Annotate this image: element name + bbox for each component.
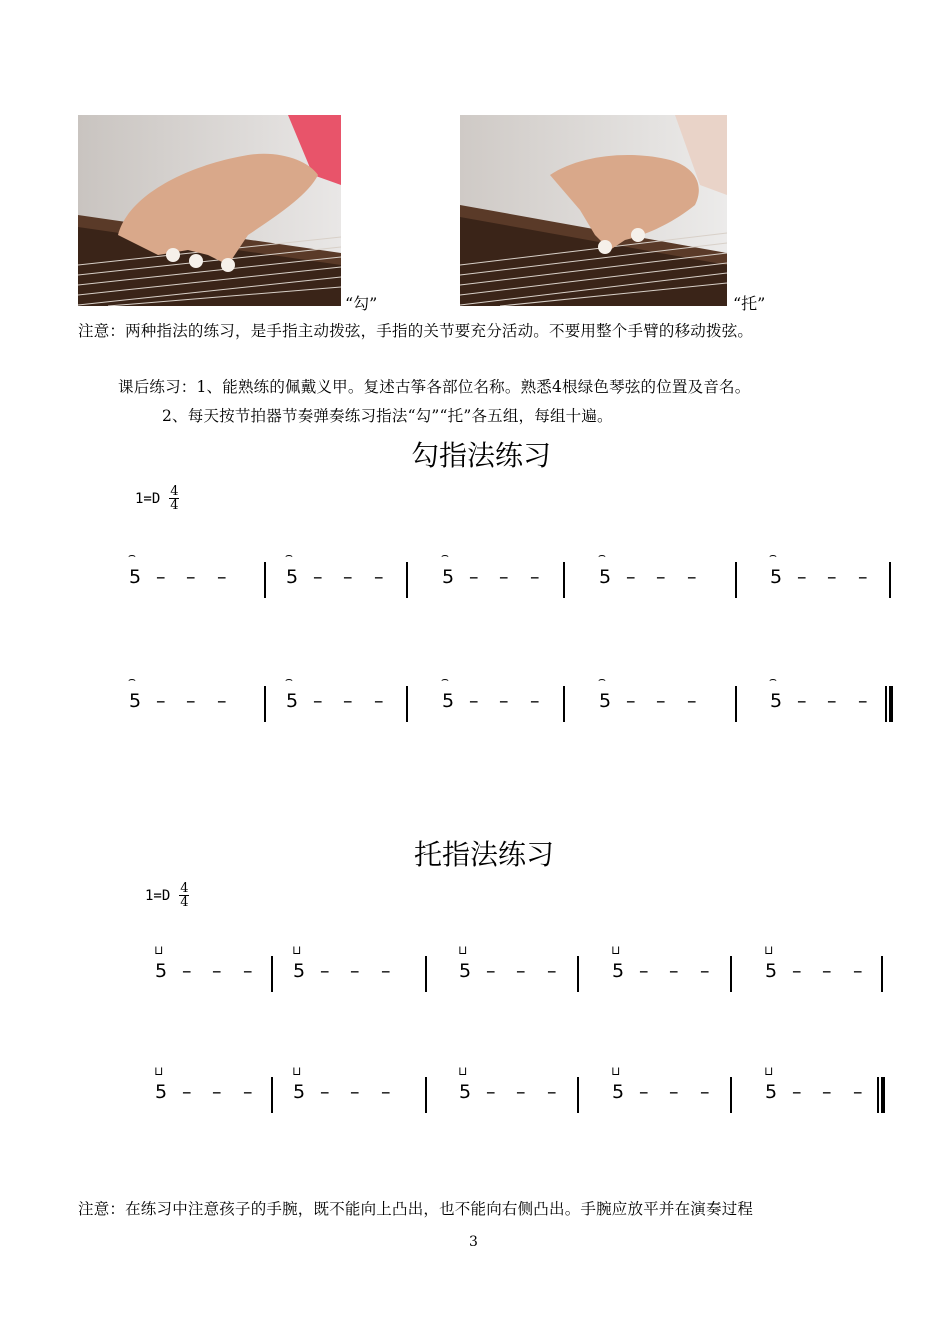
bar-line: [271, 956, 273, 992]
dash-sustain: –: [217, 566, 227, 588]
fingering-mark: ⊔: [154, 1064, 164, 1078]
dash-sustain: –: [381, 960, 391, 982]
fingering-mark: ⊔: [292, 943, 302, 957]
caption-tuo: “托”: [733, 294, 766, 313]
note-5: 5: [765, 1081, 778, 1103]
bar-line: [577, 1077, 579, 1113]
bar-line: [264, 686, 266, 722]
dash-sustain: –: [156, 690, 166, 712]
dash-sustain: –: [669, 1081, 679, 1103]
fingering-mark: ⌢: [598, 672, 606, 686]
dash-sustain: –: [853, 1081, 863, 1103]
dash-sustain: –: [499, 690, 509, 712]
time-top: 4: [170, 484, 179, 499]
dash-sustain: –: [687, 566, 697, 588]
note-5: 5: [293, 1081, 306, 1103]
time-signature: [169, 485, 179, 512]
key-label: 1=D: [145, 888, 171, 904]
photo-gou-fingering: [78, 115, 341, 306]
dash-sustain: –: [486, 1081, 496, 1103]
fingering-mark: ⌢: [769, 548, 777, 562]
fingering-mark: ⌢: [769, 672, 777, 686]
homework-line-1: 课后练习：1、能熟练的佩戴义甲。复述古筝各部位名称。熟悉4根绿色琴弦的位置及音名。: [118, 378, 751, 396]
fingering-mark: ⌢: [441, 672, 449, 686]
page-number: 3: [469, 1234, 478, 1250]
fingering-mark: ⊔: [611, 943, 621, 957]
fingering-mark: ⌢: [441, 548, 449, 562]
dash-sustain: –: [639, 960, 649, 982]
bar-line: [889, 686, 893, 722]
dash-sustain: –: [700, 960, 710, 982]
exercise-2-title: 托指法练习: [414, 838, 555, 871]
dash-sustain: –: [656, 690, 666, 712]
exercise-2-key-signature: [145, 882, 189, 909]
bar-line: [885, 686, 887, 722]
dash-sustain: –: [350, 960, 360, 982]
dash-sustain: –: [499, 566, 509, 588]
exercise-1-title: 勾指法练习: [411, 439, 552, 472]
dash-sustain: –: [156, 566, 166, 588]
caption-gou: “勾”: [345, 294, 378, 313]
fingering-mark: ⊔: [458, 1064, 468, 1078]
dash-sustain: –: [827, 690, 837, 712]
bar-line: [577, 956, 579, 992]
note-5: 5: [129, 690, 142, 712]
dash-sustain: –: [469, 690, 479, 712]
dash-sustain: –: [186, 690, 196, 712]
exercise-1-key-signature: [135, 485, 179, 512]
bar-line: [406, 686, 408, 722]
bar-line: [877, 1077, 879, 1113]
bar-line: [735, 562, 737, 598]
dash-sustain: –: [626, 566, 636, 588]
dash-sustain: –: [656, 566, 666, 588]
dash-sustain: –: [350, 1081, 360, 1103]
homework-line-2: 2、每天按节拍器节奏弹奏练习指法“勾”“托”各五组，每组十遍。: [162, 407, 613, 425]
fingering-mark: ⊔: [764, 943, 774, 957]
dash-sustain: –: [797, 566, 807, 588]
dash-sustain: –: [343, 566, 353, 588]
dash-sustain: –: [797, 690, 807, 712]
time-top: 4: [180, 881, 189, 896]
note-5: 5: [293, 960, 306, 982]
note-5: 5: [459, 960, 472, 982]
dash-sustain: –: [530, 566, 540, 588]
note-5: 5: [286, 690, 299, 712]
dash-sustain: –: [547, 1081, 557, 1103]
note-5: 5: [765, 960, 778, 982]
bar-line: [563, 562, 565, 598]
bar-line: [406, 562, 408, 598]
note-5: 5: [129, 566, 142, 588]
fingering-mark: ⌢: [285, 548, 293, 562]
dash-sustain: –: [343, 690, 353, 712]
dash-sustain: –: [792, 960, 802, 982]
dash-sustain: –: [516, 1081, 526, 1103]
fingering-mark: ⊔: [764, 1064, 774, 1078]
note-fingering: 注意：两种指法的练习，是手指主动拨弦，手指的关节要充分活动。不要用整个手臂的移动拨弦。: [78, 322, 754, 340]
fingering-mark: ⊔: [458, 943, 468, 957]
dash-sustain: –: [700, 1081, 710, 1103]
bar-line: [889, 562, 891, 598]
bar-line: [730, 956, 732, 992]
dash-sustain: –: [374, 566, 384, 588]
dash-sustain: –: [381, 1081, 391, 1103]
fingering-mark: ⌢: [285, 672, 293, 686]
fingering-mark: ⌢: [128, 548, 136, 562]
bar-line: [735, 686, 737, 722]
dash-sustain: –: [822, 1081, 832, 1103]
dash-sustain: –: [243, 960, 253, 982]
key-label: 1=D: [135, 491, 161, 507]
note-5: 5: [459, 1081, 472, 1103]
dash-sustain: –: [469, 566, 479, 588]
note-5: 5: [599, 566, 612, 588]
dash-sustain: –: [669, 960, 679, 982]
bar-line: [730, 1077, 732, 1113]
dash-sustain: –: [530, 690, 540, 712]
dash-sustain: –: [516, 960, 526, 982]
bar-line: [271, 1077, 273, 1113]
dash-sustain: –: [626, 690, 636, 712]
fingering-mark: ⊔: [292, 1064, 302, 1078]
dash-sustain: –: [320, 1081, 330, 1103]
note-wrist: 注意：在练习中注意孩子的手腕，既不能向上凸出，也不能向右侧凸出。手腕应放平并在演奏过程: [78, 1200, 754, 1218]
dash-sustain: –: [827, 566, 837, 588]
note-5: 5: [442, 566, 455, 588]
photo-tuo-fingering: [460, 115, 727, 306]
dash-sustain: –: [547, 960, 557, 982]
note-5: 5: [442, 690, 455, 712]
bar-line: [425, 956, 427, 992]
dash-sustain: –: [853, 960, 863, 982]
note-5: 5: [612, 1081, 625, 1103]
time-bottom: 4: [180, 895, 189, 910]
dash-sustain: –: [792, 1081, 802, 1103]
note-5: 5: [612, 960, 625, 982]
dash-sustain: –: [320, 960, 330, 982]
time-signature: [179, 882, 189, 909]
note-5: 5: [155, 960, 168, 982]
note-5: 5: [286, 566, 299, 588]
fingering-mark: ⊔: [154, 943, 164, 957]
bar-line: [881, 956, 883, 992]
bar-line: [881, 1077, 885, 1113]
dash-sustain: –: [687, 690, 697, 712]
note-5: 5: [770, 690, 783, 712]
fingering-mark: ⌢: [598, 548, 606, 562]
dash-sustain: –: [374, 690, 384, 712]
dash-sustain: –: [313, 690, 323, 712]
fingering-mark: ⌢: [128, 672, 136, 686]
bar-line: [425, 1077, 427, 1113]
note-5: 5: [155, 1081, 168, 1103]
dash-sustain: –: [182, 960, 192, 982]
bar-line: [264, 562, 266, 598]
dash-sustain: –: [822, 960, 832, 982]
bar-line: [563, 686, 565, 722]
note-5: 5: [599, 690, 612, 712]
dash-sustain: –: [212, 1081, 222, 1103]
time-bottom: 4: [170, 498, 179, 513]
dash-sustain: –: [313, 566, 323, 588]
dash-sustain: –: [858, 690, 868, 712]
dash-sustain: –: [186, 566, 196, 588]
fingering-mark: ⊔: [611, 1064, 621, 1078]
dash-sustain: –: [858, 566, 868, 588]
dash-sustain: –: [182, 1081, 192, 1103]
dash-sustain: –: [243, 1081, 253, 1103]
dash-sustain: –: [639, 1081, 649, 1103]
dash-sustain: –: [486, 960, 496, 982]
dash-sustain: –: [217, 690, 227, 712]
note-5: 5: [770, 566, 783, 588]
dash-sustain: –: [212, 960, 222, 982]
